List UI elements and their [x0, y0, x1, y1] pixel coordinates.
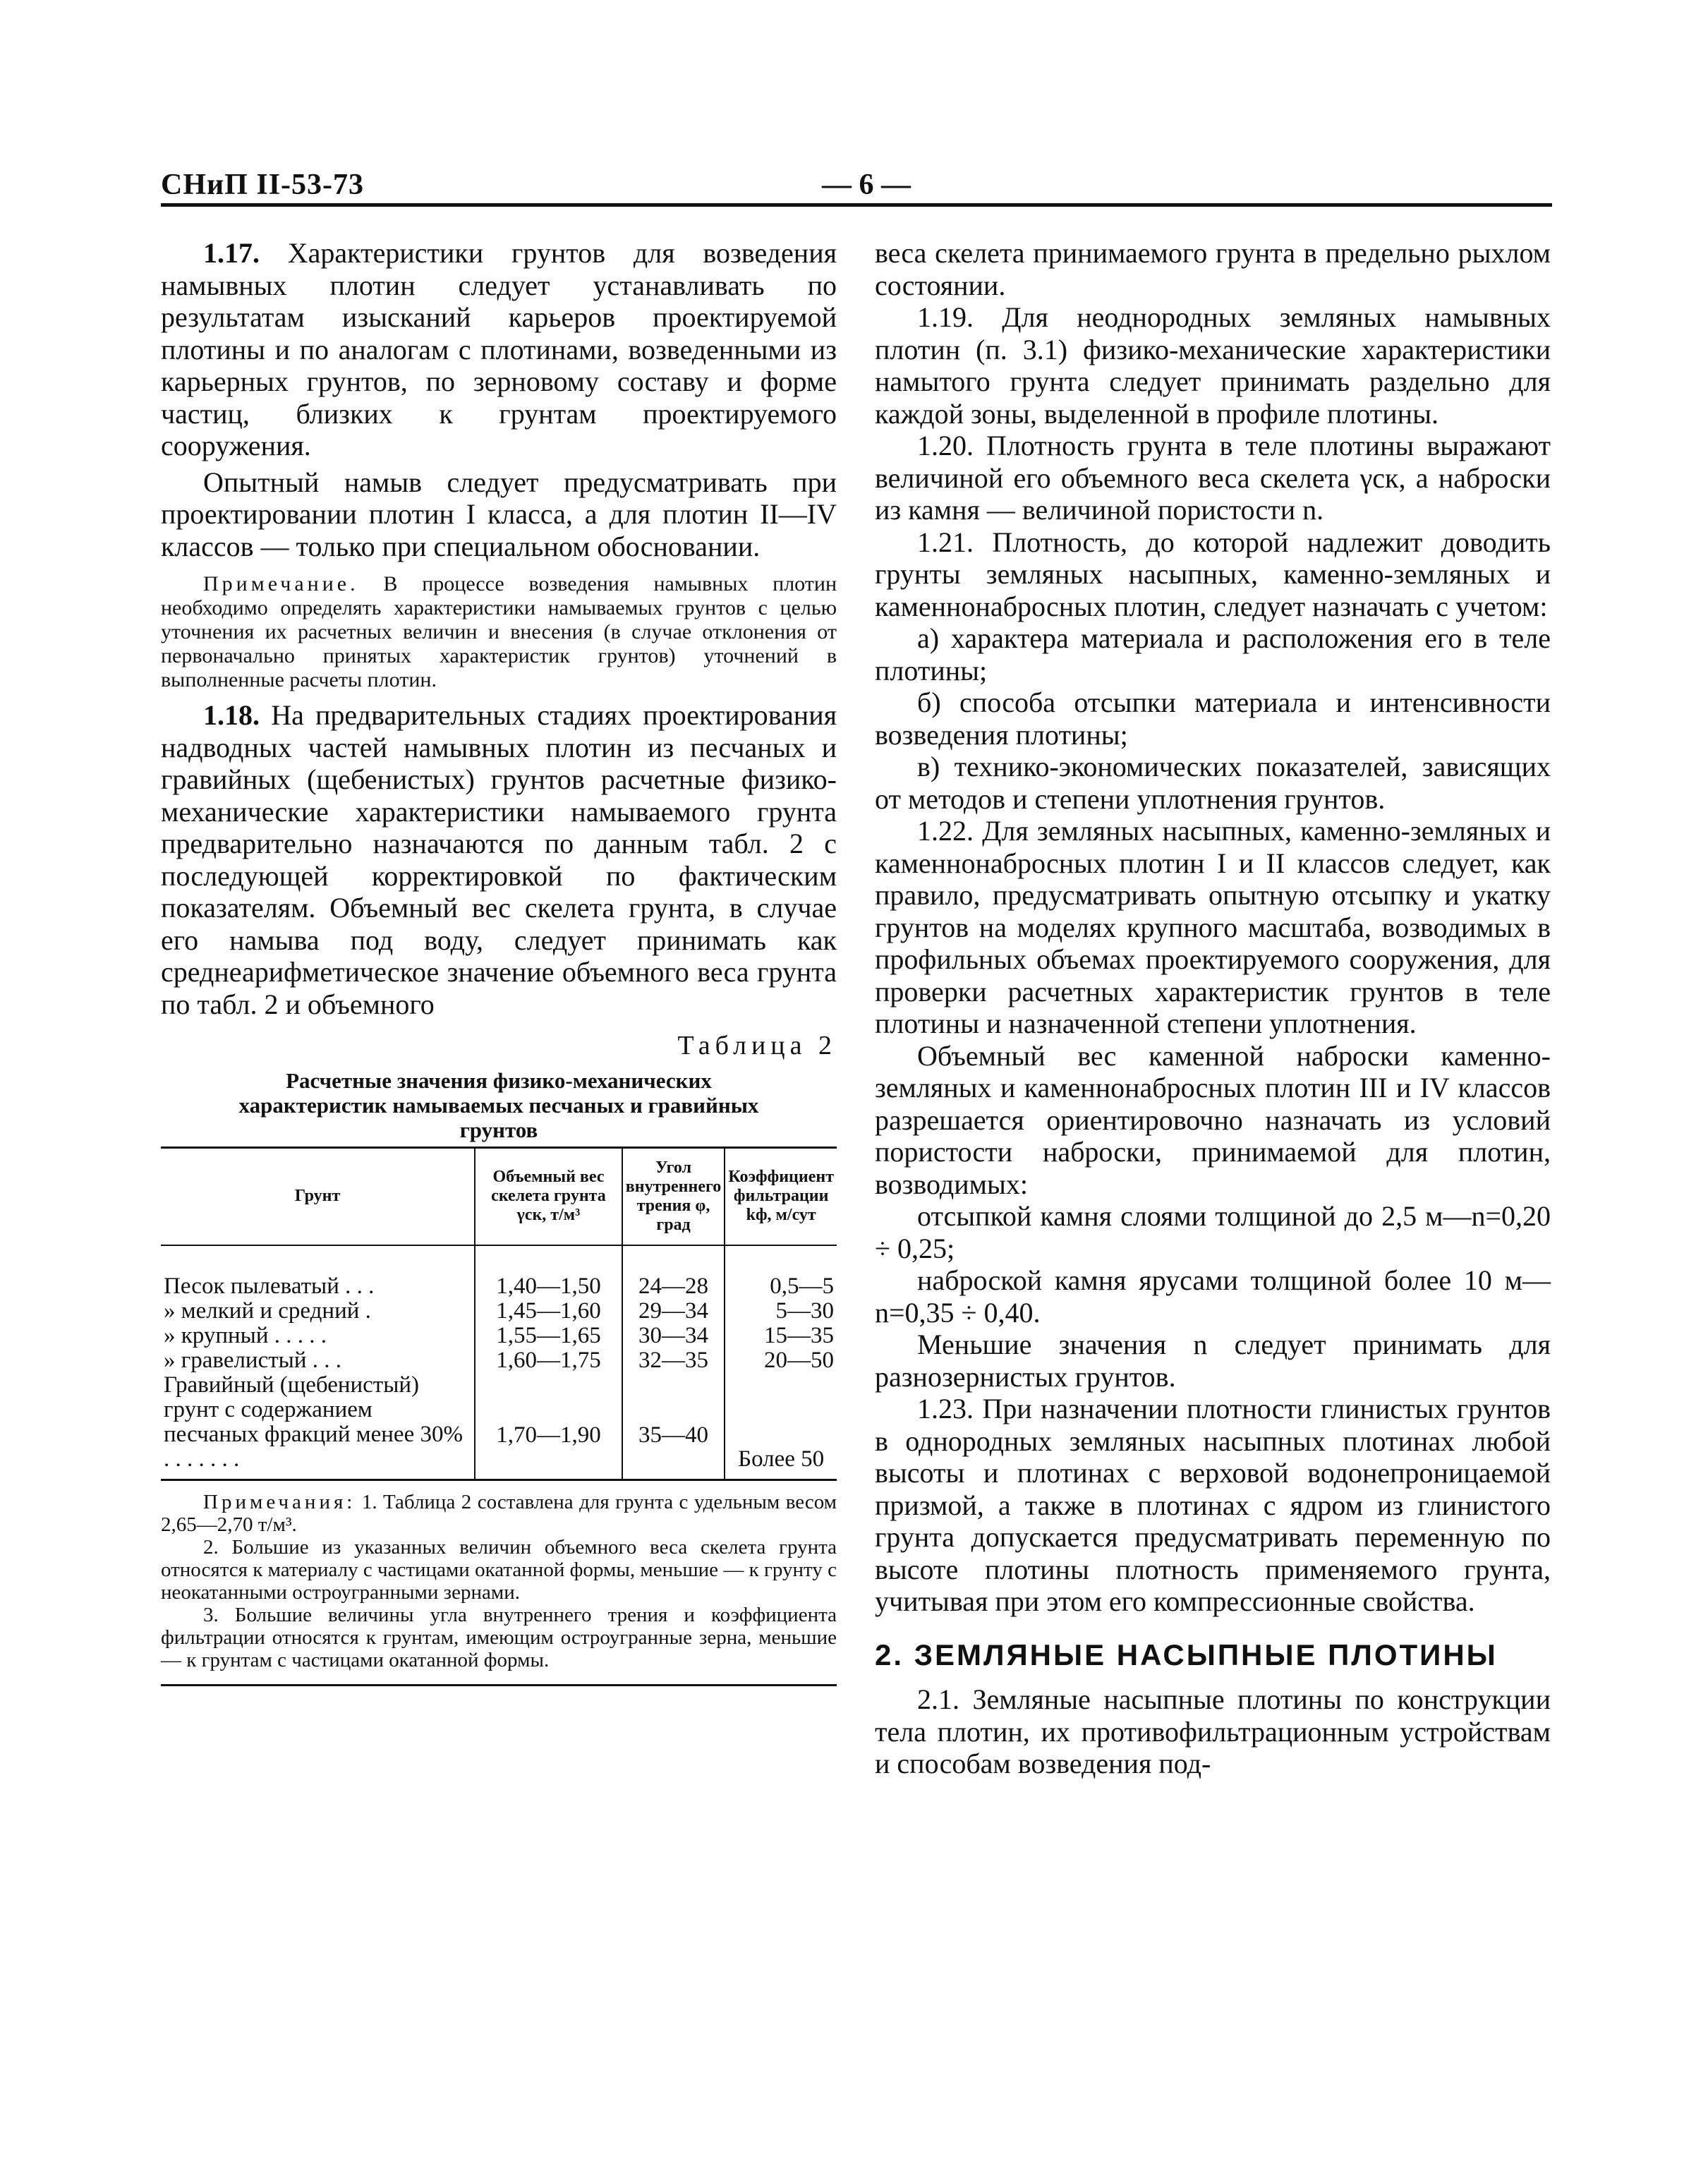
- paragraph-1-21: [875, 526, 1551, 623]
- clause-number: 1.23.: [917, 1393, 974, 1424]
- header-soil: Грунт: [161, 1149, 475, 1245]
- left-column: [161, 237, 837, 1686]
- list-item-b: б) способа отсыпки материала и интенсивности возведения плотины;: [875, 686, 1551, 751]
- table-note-2: 2. Большие из указанных величин объемного веса скелета грунта относятся к материалу с частицами окатанной формы, меньшие — к грунту с неокатанными остроугранными зернами.: [161, 1535, 837, 1604]
- cell-angle: 29—34: [622, 1299, 725, 1324]
- clause-number: 1.19.: [917, 301, 974, 333]
- header-coef: Коэффициент фильтрации kф, м/сут: [725, 1149, 837, 1245]
- table-note-1: [161, 1491, 837, 1536]
- cell-angle: 35—40: [622, 1373, 725, 1479]
- paragraph-1-22: [875, 815, 1551, 1040]
- cell-angle: 24—28: [622, 1245, 725, 1299]
- cell-soil: Песок пылеватый . . .: [164, 1273, 375, 1299]
- clause-number: 2.1.: [917, 1683, 959, 1715]
- section-title: 2. ЗЕМЛЯНЫЕ НАСЫПНЫЕ ПЛОТИНЫ: [875, 1638, 1498, 1671]
- clause-text: Для неоднородных земляных намывных плотин (п. 3.1) физико-механические характеристики намытого грунта следует принимать раздельно для каждой зоны, выделенной в профиле плотины.: [875, 301, 1551, 430]
- clause-text: На предварительных стадиях проектирования надводных частей намывных плотин из песчаных и гравийных (щебенистых) грунтов расчетные физико-механические характеристики намываемого грунта предварительно назначаются по данным табл. 2 с последующей корректировкой по фактическим показателям. Объемный вес скелета грунта, в случае его намыва под воду, следует принимать как среднеарифметическое значение объемного веса грунта по табл. 2 и объемного: [161, 699, 837, 1020]
- document-code: СНиП II-53-73: [161, 169, 365, 201]
- cell-soil: Гравийный (щебенистый) грунт с содержанием песчаных фракций менее 30% . . . . . . .: [164, 1372, 463, 1472]
- paragraph-1-19: [875, 301, 1551, 430]
- cell-coef: Более 50: [725, 1373, 837, 1479]
- clause-text: Плотность, до которой надлежит доводить грунты земляных насыпных, каменно-земляных и каменнонабросных плотин, следует назначать с учетом:: [875, 526, 1551, 622]
- cell-angle: 32—35: [622, 1348, 725, 1373]
- header-rule: [161, 203, 1552, 207]
- paragraph-continuation: веса скелета принимаемого грунта в предельно рыхлом состоянии.: [875, 237, 1551, 301]
- clause-text: Земляные насыпные плотины по конструкции тела плотин, их противофильтрационным устройствам и способам возведения под-: [875, 1683, 1551, 1779]
- paragraph-1-23: [875, 1393, 1551, 1618]
- cell-soil: » гравелистый . . .: [164, 1347, 341, 1373]
- table-row: [161, 1373, 837, 1479]
- page-header: [161, 168, 1552, 203]
- page-number: — 6 —: [822, 169, 911, 201]
- clause-number: 1.21.: [917, 526, 974, 558]
- cell-weight: 1,60—1,75: [475, 1348, 622, 1373]
- cell-coef: 15—35: [725, 1324, 837, 1348]
- table-row: [161, 1299, 837, 1324]
- cell-angle: 30—34: [622, 1324, 725, 1348]
- cell-weight: 1,40—1,50: [475, 1245, 622, 1299]
- soil-properties-table: [161, 1149, 837, 1479]
- header-angle: Угол внутреннего трения φ, град: [622, 1149, 725, 1245]
- cell-weight: 1,70—1,90: [475, 1373, 622, 1479]
- clause-number: 1.18.: [203, 699, 260, 731]
- cell-coef: 20—50: [725, 1348, 837, 1373]
- table-row: [161, 1324, 837, 1348]
- paragraph-1-17: [161, 237, 837, 462]
- right-column: [875, 237, 1551, 1780]
- paragraph-1-18: [161, 699, 837, 1020]
- cell-coef: 0,5—5: [725, 1245, 837, 1299]
- cell-soil: » крупный . . . . .: [164, 1322, 327, 1348]
- clause-number: 1.20.: [917, 430, 974, 461]
- cell-soil: » мелкий и средний .: [164, 1297, 371, 1324]
- clause-number: 1.17.: [203, 237, 260, 269]
- clause-text: При назначении плотности глинистых грунтов в однородных земляных насыпных плотинах любой высоты и плотинах с верховой водонепроницаемой призмой, а также в плотинах с ядром из глинистого грунта допускается предусматривать переменную по высоте плотины плотность применяемого грунта, учитывая при этом его компрессионные свойства.: [875, 1393, 1551, 1617]
- table-end-rule: [161, 1684, 837, 1686]
- paragraph-1-17-b: Опытный намыв следует предусматривать при проектировании плотин I класса, а для плотин II—IV классов — только при специальном обосновании.: [161, 466, 837, 562]
- table-row: [161, 1245, 837, 1299]
- note-text: В процессе возведения намывных плотин необходимо определять характеристики намываемых грунтов с целью уточнения их расчетных величин и внесения (в случае отклонения от первоначально принятых характеристик грунтов) уточнений в выполненные расчеты плотин.: [161, 572, 837, 691]
- header-weight: Объемный вес скелета грунта γск, т/м³: [475, 1149, 622, 1245]
- paragraph-1-20: [875, 430, 1551, 526]
- cell-weight: 1,55—1,65: [475, 1324, 622, 1348]
- table-label: Таблица 2: [677, 1031, 837, 1060]
- cell-weight: 1,45—1,60: [475, 1299, 622, 1324]
- list-item-a: а) характера материала и расположения его в теле плотины;: [875, 622, 1551, 686]
- table-title: Расчетные значения физико-механических характеристик намываемых песчаных и гравийных грунтов: [238, 1067, 759, 1142]
- cell-coef: 5—30: [725, 1299, 837, 1324]
- table-note-1-text: 1. Таблица 2 составлена для грунта с удельным весом 2,65—2,70 т/м³.: [161, 1490, 837, 1536]
- note-label: Примечание.: [203, 572, 359, 595]
- table-notes: [161, 1491, 837, 1671]
- list-item-c: в) технико-экономических показателей, зависящих от методов и степени уплотнения грунтов.: [875, 751, 1551, 815]
- table-notes-label: Примечания:: [203, 1490, 356, 1513]
- clause-text: Плотность грунта в теле плотины выражают величиной его объемного веса скелета γск, а наброски из камня — величиной пористости n.: [875, 430, 1551, 526]
- paragraph-2-1: [875, 1683, 1551, 1780]
- paragraph-1-22-d: наброской камня ярусами толщиной более 10 м—n=0,35 ÷ 0,40.: [875, 1264, 1551, 1329]
- clause-text: Характеристики грунтов для возведения намывных плотин следует устанавливать по результатам изысканий карьеров проектируемой плотины и по аналогам с плотинами, возведенными из карьерных грунтов, по зерновому составу и форме частиц, близких к грунтам проектируемого сооружения.: [161, 237, 837, 461]
- table-bottom-rule: [161, 1479, 837, 1481]
- paragraph-1-22-e: Меньшие значения n следует принимать для разнозернистых грунтов.: [875, 1329, 1551, 1393]
- table-row: [161, 1348, 837, 1373]
- paragraph-1-22-b: Объемный вес каменной наброски каменно-земляных и каменнонабросных плотин III и IV классов разрешается ориентировочно назначать из условий пористости наброски, принимаемой для плотин, возводимых:: [875, 1039, 1551, 1200]
- clause-text: Для земляных насыпных, каменно-земляных и каменнонабросных плотин I и II классов следует, как правило, предусматривать опытную отсыпку и укатку грунтов на моделях крупного масштаба, возводимых в профильных объемах проектируемого сооружения, для проверки расчетных характеристик грунтов в теле плотины и назначенной степени уплотнения.: [875, 815, 1551, 1039]
- clause-number: 1.22.: [917, 815, 974, 847]
- table-note-3: 3. Большие величины угла внутреннего трения и коэффициента фильтрации относятся к грунтам, имеющим остроугранные зерна, меньшие — к грунтам с частицами окатанной формы.: [161, 1603, 837, 1671]
- paragraph-1-22-c: отсыпкой камня слоями толщиной до 2,5 м—n=0,20 ÷ 0,25;: [875, 1200, 1551, 1264]
- table-header-row: [161, 1149, 837, 1245]
- note-block: [161, 572, 837, 692]
